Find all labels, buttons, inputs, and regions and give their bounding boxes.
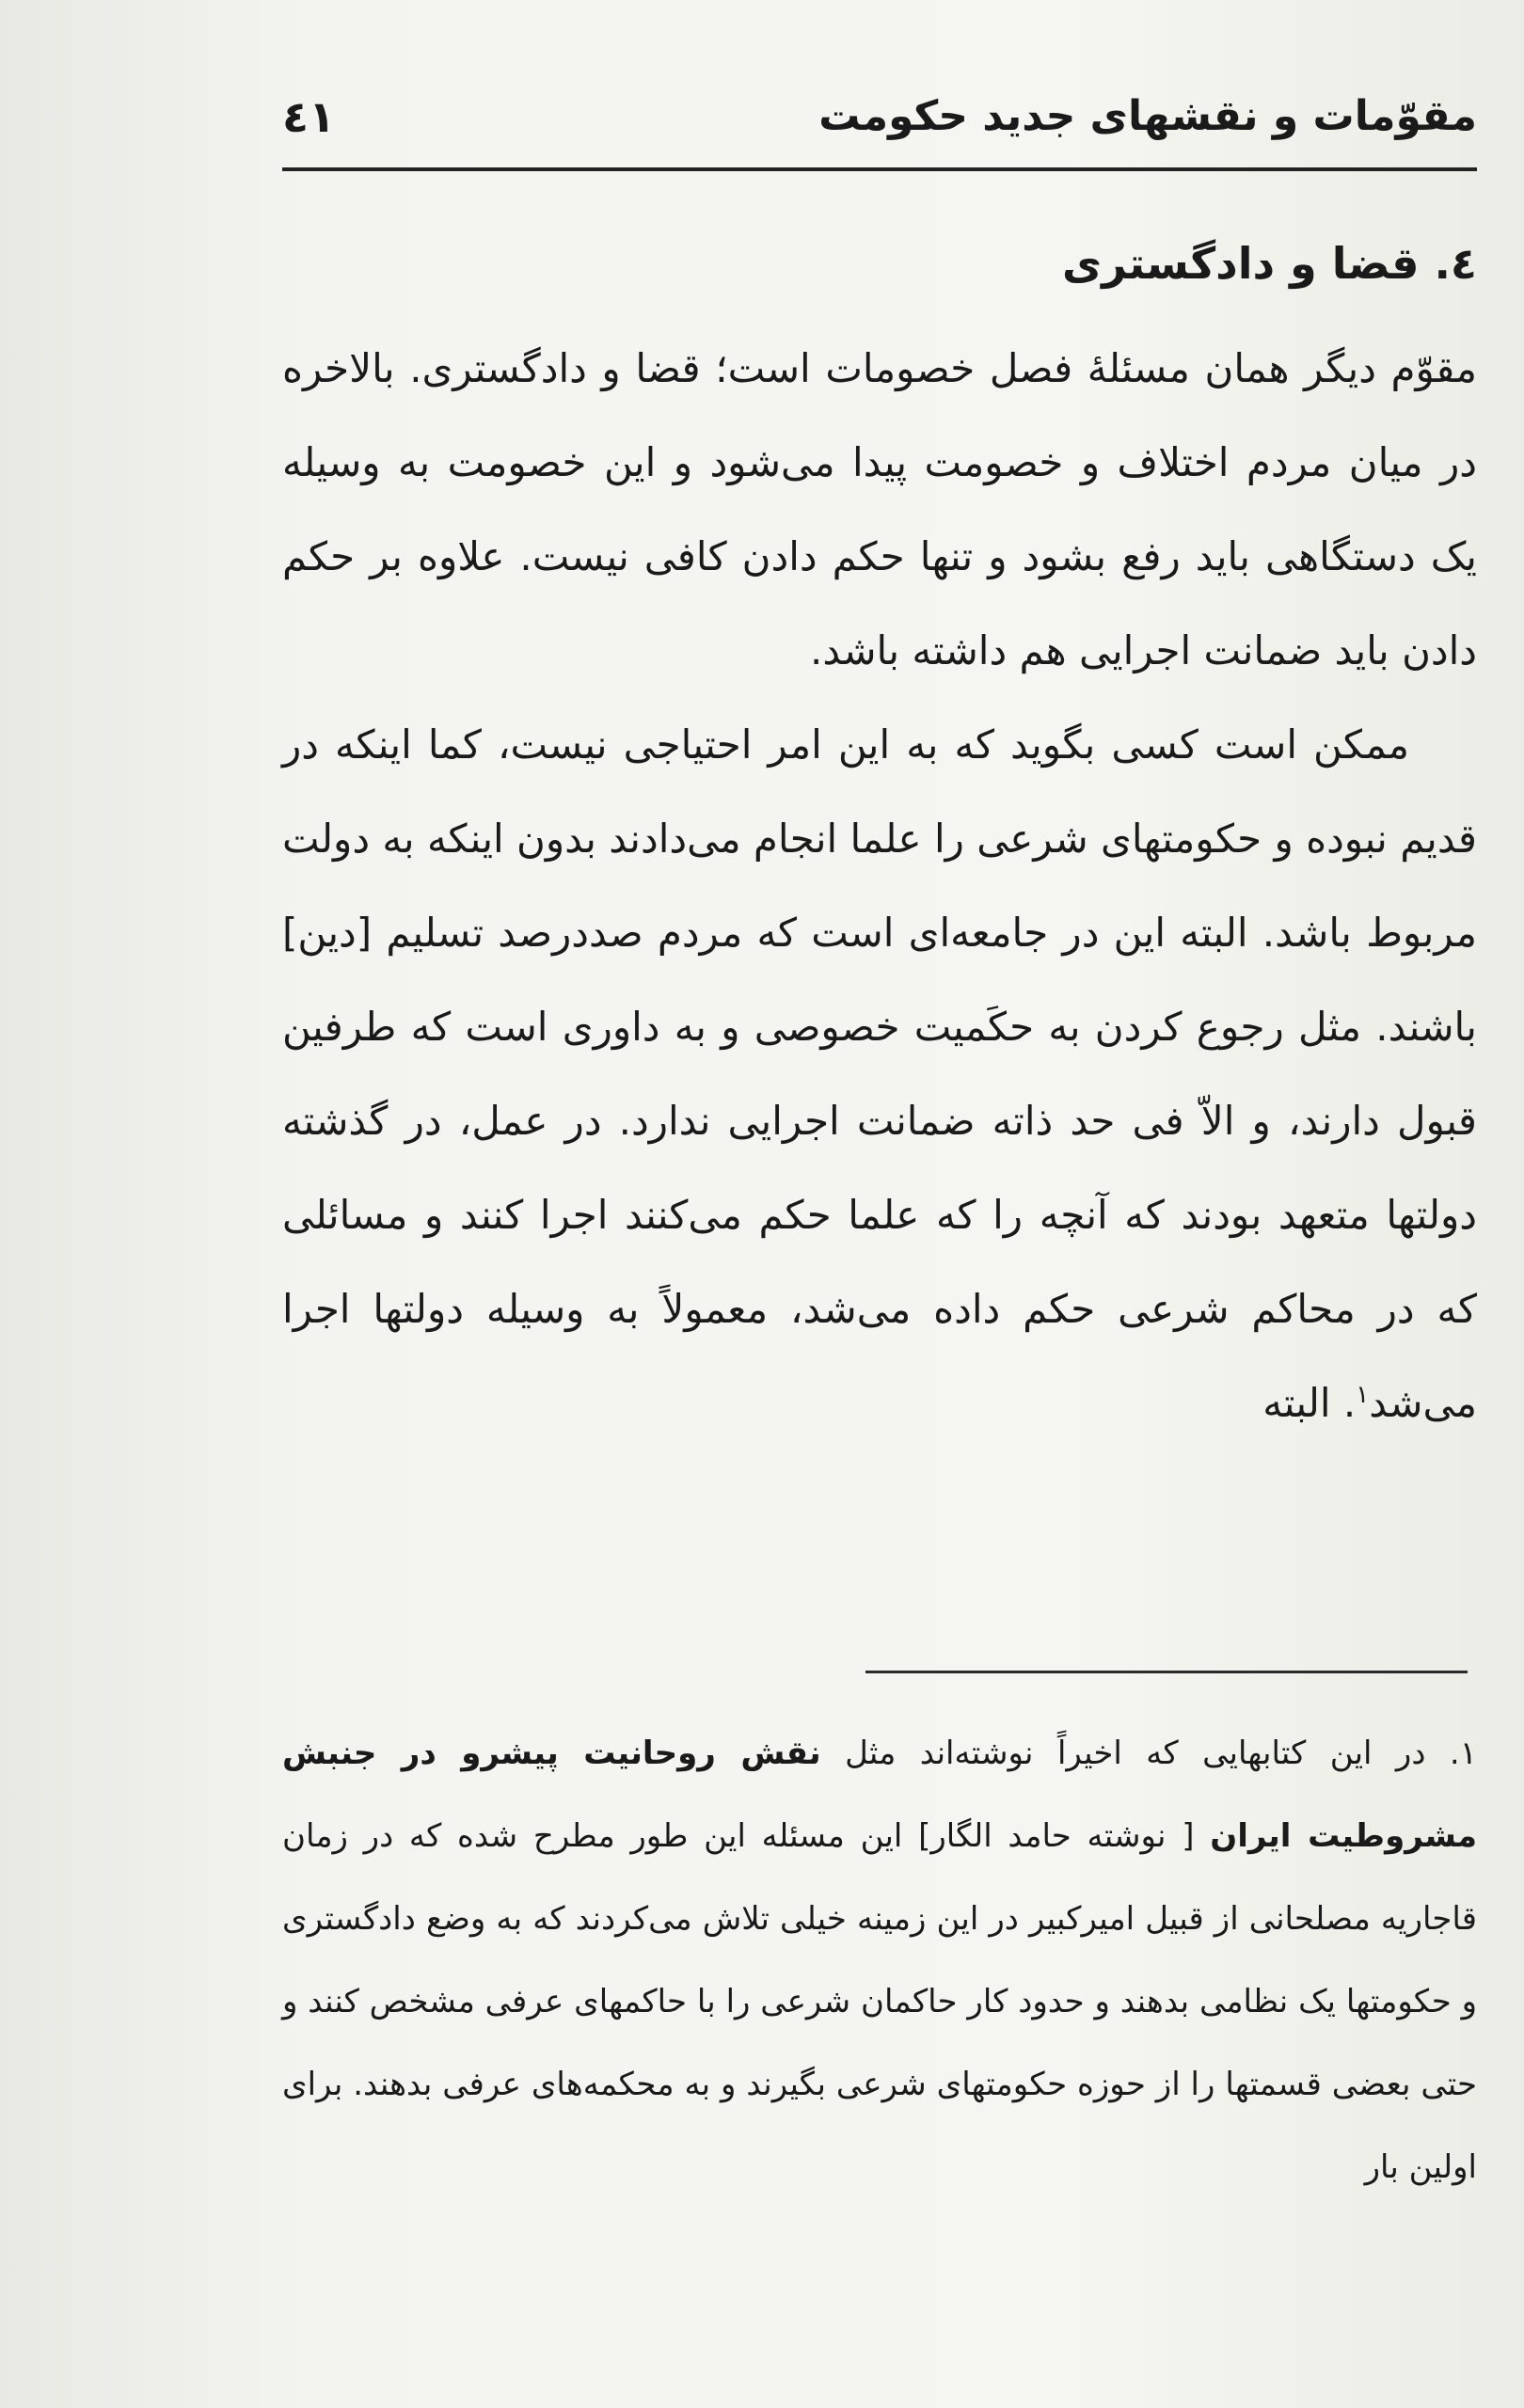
running-header-title: مقوّمات و نقشهای جدید حکومت [818,92,1477,140]
footnote-reference: ١ [1356,1381,1370,1409]
footnote-text: [ نوشته حامد الگار] این مسئله این طور مطرح شده که در زمان قاجاریه مصلحانی از قبیل امیرکبیر در این زمینه خیلی تلاش می‌کردند که به وضع دادگستری و حکومتها یک نظامی بدهند و حدود کار حاکمان شرعی را با حاکمهای عرفی مشخص کنند و حتی بعضی قسمتها را از حوزه حکومتهای شرعی بگیرند و به محکمه‌های عرفی بدهند. برای اولین بار [282,1817,1477,2186]
footnote-text: در این کتابهایی که اخیراً نوشته‌اند مثل [845,1735,1426,1772]
body-text [282,322,1477,1450]
paragraph-text: ممکن است کسی بگوید که به این امر احتیاجی نیست، کما اینکه در قدیم نبوده و حکومتهای شرعی را علما انجام می‌دادند بدون اینکه به دولت مربوط باشد. البته این در جامعه‌ای است که مردم صددرصد تسلیم [دین] باشند. مثل رجوع کردن به حکَمیت خصوصی و به داوری است که طرفین قبول دارند، و الاّ فی حد ذاته ضمانت اجرایی ندارد. در عمل، در گذشته دولتها متعهد بودند که آنچه را که علما حکم می‌کنند اجرا کنند و مسائلی که در محاکم شرعی حکم داده می‌شد، معمولاً به وسیله دولتها اجرا می‌شد [282,721,1477,1426]
header-rule [282,167,1477,171]
running-header [282,87,1477,152]
footnote [282,1712,1477,2209]
book-title: نقش روحانیت پیشرو در جنبش مشروطیت ایران [282,1735,1478,1855]
paragraph [282,698,1477,1450]
footnote-number: ١. [1449,1735,1477,1772]
page-number: ٤١ [282,91,336,142]
section-heading: ٤. قضا و دادگستری [1062,238,1477,289]
paragraph-text: . البته [1262,1380,1357,1426]
paragraph: مقوّم دیگر همان مسئلهٔ فصل خصومات است؛ قضا و دادگستری. بالاخره در میان مردم اختلاف و خصومت پیدا می‌شود و این خصومت به وسیله یک دستگاهی باید رفع بشود و تنها حکم دادن کافی نیست. علاوه بر حکم دادن باید ضمانت اجرایی هم داشته باشد. [282,345,1477,673]
footnotes [282,1712,1477,2209]
footnote-separator [865,1671,1468,1673]
